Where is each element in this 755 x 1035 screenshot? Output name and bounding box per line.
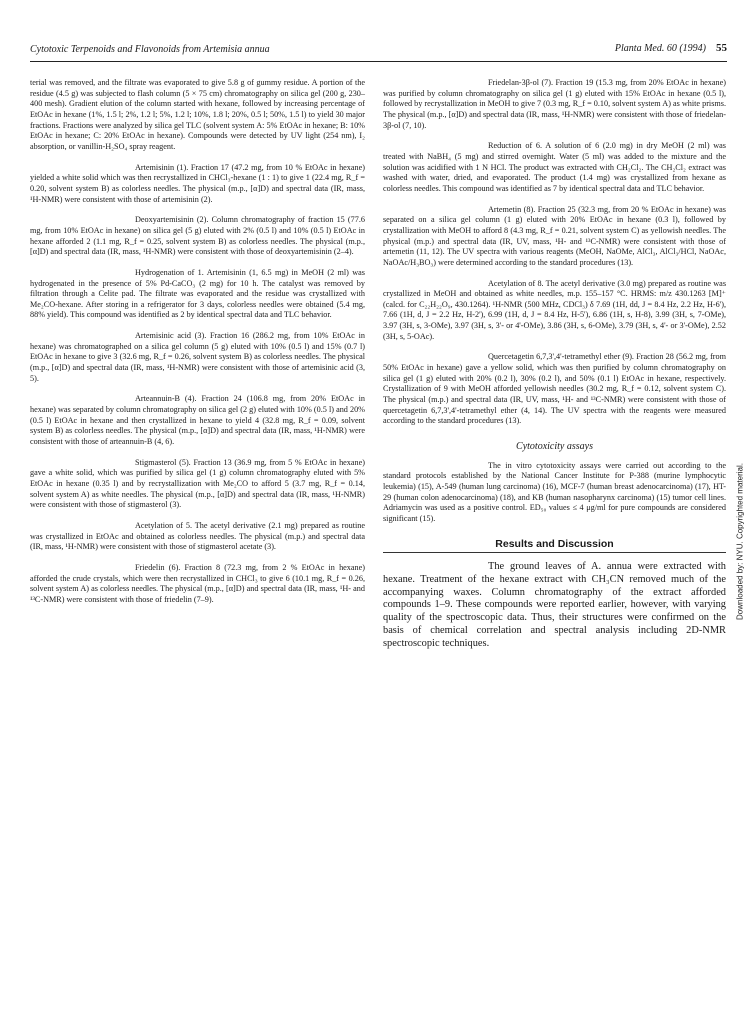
download-watermark: Downloaded by: NYU. Copyrighted material. xyxy=(735,463,745,620)
paragraph: Acetylation of 8. The acetyl derivative (3.0 mg) prepared as routine was crystallized in MeOH and obtained as white needles, m.p. 155–157 °C. HRMS: m/z 430.1263 [M]⁺ (calcd. for C₂₂H₂₂O₉, 430.1264). ¹H-NMR (500 MHz, CDCl₃) δ 7.69 (1H, dd, J = 8.4 Hz, 2.2 Hz, H-6'), 7.66 (1H, d, J = 2.2 Hz, H-2'), 6.99 (1H, d, J = 8.4 Hz, H-5'), 6.86 (1H, s, H-8), 3.99 (3H, s, 7-OMe), 3.97 (3H, s, 3-OMe), 3.97 (3H, s, 3'- or 4'-OMe), 3.86 (3H, s, 6-OMe), 3.79 (3H, s, 4'- or 3'-OMe), 2.52 (3H, s, 5-OAc). xyxy=(383,278,726,341)
paragraph: Friedelan-3β-ol (7). Fraction 19 (15.3 mg, from 20% EtOAc in hexane) was purified by column chromatography on silica gel (1 g) eluted with 15% EtOAc in hexane (0.5 l), followed by recrystallization in MeOH to give 7 (0.3 mg, R_f = 0.10, solvent system A) as white prisms. The physical (m.p., [α]D) and spectral data (IR, mass, ¹H-NMR) were consistent with those of friedelan-3β-ol (7, 10). xyxy=(383,78,726,130)
paragraph: Reduction of 6. A solution of 6 (2.0 mg) in dry MeOH (2 ml) was treated with NaBH₄ (5 mg) and stirred overnight. Water (5 ml) was added to the mixture and the solution was acidified with 1 N HCl. The product was extracted with CH₂Cl₂. The CH₂Cl₂ extract was washed with water, dried, and evaporated. The product (1.4 mg) was crystallized from hexane as colorless needles. This compound was identified as 7 by identical spectral data and TLC behavior. xyxy=(383,141,726,193)
paragraph: Arteannuin-B (4). Fraction 24 (106.8 mg, from 20% EtOAc in hexane) was separated by column chromatography on silica gel (2 g) eluted with 10% (0.5 l) and 20% (0.5 l) EtOAc in hexane and then crystallized in hexane to yield 4 (32.8 mg, R_f = 0.09, solvent system B) as colorless needles. The physical (m.p., [α]D) and spectral data (IR, mass, ¹H-NMR) were consistent with those of arteannuin-B (4, 6). xyxy=(30,394,365,447)
paragraph: Artemetin (8). Fraction 25 (32.3 mg, from 20 % EtOAc in hexane) was separated on a silica gel column (1 g) eluted with 20% EtOAc in hexane (0.3 l), followed by crystallization with MeOH to afford 8 (4.3 mg, R_f = 0.21, solvent system C) as yellowish needles. The physical (m.p.) and spectral data (IR, UV, mass, ¹H- and ¹³C-NMR) were consistent with those of artemetin (11, 12). The UV spectra with various reagents (MeOH, NaOMe, AlCl₃, AlCl₃/HCl, NaOAc, NaOAc/H₃BO₃) were determined according to the standard procedures (13). xyxy=(383,204,726,267)
section-heading-cytotoxicity: Cytotoxicity assays xyxy=(516,441,593,453)
page-number: 55 xyxy=(716,42,727,54)
paragraph: Artemisinic acid (3). Fraction 16 (286.2 mg, from 10% EtOAc in hexane) was chromatographed on a silica gel column (5 g) eluted with 10% (0.5 l) and 15% (0.7 l) EtOAc in hexane to give 3 (32.6 mg, R_f = 0.26, solvent system B) as colorless needles. The physical (m.p., [α]D) and spectral data (IR, mass, ¹H-NMR) were consistent with those of artemisinic acid (3, 5). xyxy=(30,331,365,383)
citation: Planta Med. 60 (1994) 55 xyxy=(614,42,727,54)
paragraph: Acetylation of 5. The acetyl derivative (2.1 mg) prepared as routine was crystallized in EtOAc and obtained as colorless needles. The physical (m.p.) and spectral data (IR, mass, ¹H-NMR) were consistent with those of stigmasterol acetate (3). xyxy=(30,520,365,552)
right-column xyxy=(383,78,726,650)
paragraph: Quercetagetin 6,7,3',4'-tetramethyl ether (9). Fraction 28 (56.2 mg, from 50% EtOAc in hexane) gave a yellow solid, which was then purified by column chromatography on silica gel (1 g) eluted with 20% (0.2 l), 30% (0.2 l), and 50% (0.1 l) EtOAc in hexane, respectively. Crystallization of 9 with MeOH afforded yellowish needles (30.2 mg, R_f = 0.12, solvent system C). The physical (m.p.) and spectral data (IR, UV, mass, ¹H- and ¹³C-NMR) were consistent with those of quercetagetin 6,7,3',4'-tetramethyl ether (4, 14). The UV spectra with the reagents were measured according to the standard procedures (13). xyxy=(383,352,726,426)
running-header xyxy=(30,44,727,60)
left-column xyxy=(30,78,365,606)
section-rule xyxy=(383,552,726,553)
section-heading-results: Results and Discussion xyxy=(495,537,614,550)
paragraph: Deoxyartemisinin (2). Column chromatography of fraction 15 (77.6 mg, from 10% EtOAc in hexane) on silica gel (5 g) eluted with 2% (0.5 l) and 10% (0.5 l) EtOAc in hexane afforded 2 (1.1 mg, R_f = 0.25, solvent system B) as colorless needles. The physical (m.p., [α]D) and spectral data (IR, mass, ¹H-NMR) were consistent with those of deoxyartemisinin (2–4). xyxy=(30,215,365,257)
paragraph: Artemisinin (1). Fraction 17 (47.2 mg, from 10 % EtOAc in hexane) yielded a white solid which was then recrystallized in CHCl₃-hexane (1 : 1) to give 1 (22.4 mg, R_f = 0.20, solvent system B) as colorless needles. The physical (m.p., [α]D) and spectral data (IR, mass, ¹H-NMR) were consistent with those of artemisinin (2). xyxy=(30,162,365,204)
paragraph: The in vitro cytotoxicity assays were carried out according to the standard protocols established by the National Cancer Institute for P-388 (murine lymphocytic leukemia) (15), A-549 (human lung carcinoma) (16), MCF-7 (human breast adenocarcinoma) (17), HT-29 (human colon adenocarcinoma) (18), and KB (human nasopharynx carcinoma) (15) tumor cell lines. Adriamycin was used as a positive control. ED₅₀ values ≤ 4 μg/ml for pure compounds are considered significant (15). xyxy=(383,460,726,523)
paragraph: The ground leaves of A. annua were extracted with hexane. Treatment of the hexane extract with CH₃CN removed much of the accompanying waxes. Column chromatography of the extract afforded compounds 1–9. These compounds were reported earlier, however, with varying quality of the spectroscopic data. Thus, their structures were confirmed on the basis of chemical correlation and spectral analysis including 2D-NMR spectroscopic techniques. xyxy=(383,561,726,649)
paragraph: Hydrogenation of 1. Artemisinin (1, 6.5 mg) in MeOH (2 ml) was hydrogenated in the presence of 5% Pd-CaCO₃ (2 mg) for 10 h. The catalyst was removed by filtration through a Celite pad. The filtrate was evaporated and the residue was crystallized with Me₂CO-hexane. After storing in a refrigerator for 3 days, colorless needles were obtained (5.4 mg, 88% yield). This compound was identified as 2 by identical spectral data and TLC behavior. xyxy=(30,267,365,320)
paragraph: terial was removed, and the filtrate was evaporated to give 5.8 g of gummy residue. A portion of the residue (4.5 g) was subjected to flash column (5 × 75 cm) chromatography on silica gel (200 g, 230–400 mesh). Gradient elution of the column started with hexane, followed by increasing percentage of EtOAc in hexane (1%, 1.5 l; 2%, 1.2 l; 5%, 1.2 l; 10%, 1.8 l; 20%, 0.5 l; 50%, 1.5 l) to yield 30 major fractions. Fractions were analyzed by silica gel TLC (solvent system A: 5% EtOAc in hexane; B: 10% EtOAc in hexane; C: 20% EtOAc in hexane). Compounds were detected by UV light (254 nm), I₂ absorption, or vanillin-H₂SO₄ spray reagent. xyxy=(30,78,365,151)
header-rule xyxy=(30,61,727,62)
paragraph: Friedelin (6). Fraction 8 (72.3 mg, from 2 % EtOAc in hexane) afforded the crude crystals, which were then recrystallized in CHCl₃ to give 6 (10.1 mg, R_f = 0.26, solvent system A) as colorless needles. The physical (m.p., [α]D) and spectral data (IR, mass, ¹H- and ¹³C-NMR) were consistent with those of friedelin (7–9). xyxy=(30,562,365,604)
journal-running-title: Cytotoxic Terpenoids and Flavonoids from Artemisia annua xyxy=(30,44,270,55)
paragraph: Stigmasterol (5). Fraction 13 (36.9 mg, from 5 % EtOAc in hexane) gave a white solid, which was purified by silica gel (1 g) column chromatography eluted with 5% EtOAc in hexane (0.35 l) and by recrystallization with Me₂CO to afford 5 (3.7 mg, R_f = 0.14, solvent system A) as white needles. The physical (m.p., [α]D) and spectral data (IR, mass, ¹H-NMR) were consistent with those of stigmasterol (3). xyxy=(30,457,365,510)
